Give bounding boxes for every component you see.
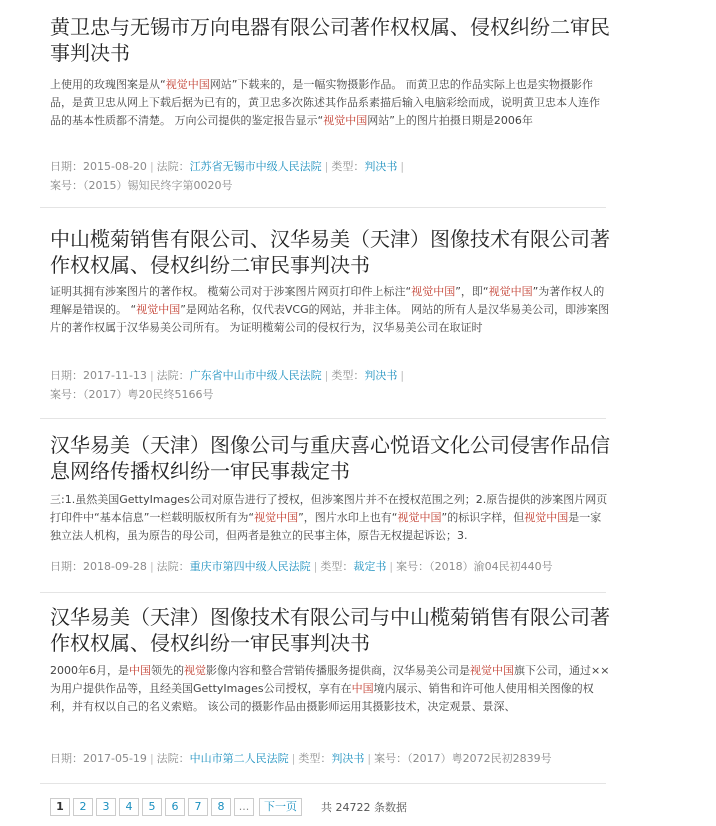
court-link[interactable]: 广东省中山市中级人民法院 — [189, 369, 322, 382]
page-link-2[interactable]: 2 — [73, 798, 93, 816]
keyword-highlight: 视觉中国 — [323, 114, 368, 127]
meta-separator: | — [367, 752, 372, 765]
meta-separator: | — [324, 160, 329, 173]
case-title-link[interactable] — [50, 432, 610, 484]
summary-text: 境内展示、销售和许可他人使用相关图像的权利，并有权以自己的名义索赔。 该公司的摄影作品由摄影师运用其摄影技术，决定观景、景深、 — [50, 682, 594, 713]
case-summary — [50, 283, 610, 337]
court-label: 法院： — [156, 160, 190, 173]
summary-text: 是一家独立法人机构，虽为原告的母公司，但两者是独立的民事主体，原告无权提起诉讼；3. — [50, 511, 602, 542]
case-title-line: 黄卫忠与无锡市万向电器有限公司著作权权属、侵权纠纷二审民 — [50, 15, 610, 39]
case-no-label: 案号： — [50, 388, 83, 401]
page-link-3[interactable]: 3 — [96, 798, 116, 816]
type-label: 类型： — [320, 560, 354, 573]
case-number: （2017）粤2072民初2839号 — [407, 752, 552, 765]
case-no-label: 案号： — [396, 560, 430, 573]
case-meta — [50, 749, 650, 768]
summary-text: 影像内容和整合营销传播服务提供商，汉华易美公司是 — [206, 664, 470, 677]
case-title-line: 中山榄菊销售有限公司、汉华易美（天津）图像技术有限公司著 — [50, 227, 610, 251]
case-title-line: 作权权属、侵权纠纷二审民事判决书 — [50, 253, 370, 277]
page-link-6[interactable]: 6 — [165, 798, 185, 816]
case-number: （2018）渝04民初440号 — [429, 560, 553, 573]
result-divider — [40, 418, 606, 419]
summary-text: ”为著作权人的理解是错误的。 “ — [50, 285, 605, 316]
page-link-4[interactable]: 4 — [119, 798, 139, 816]
type-label: 类型： — [331, 160, 365, 173]
page-link-1[interactable]: 1 — [50, 798, 70, 816]
case-meta — [50, 157, 650, 195]
meta-separator: | — [400, 369, 405, 382]
page-ellipsis: ... — [234, 798, 254, 816]
meta-separator: | — [400, 160, 405, 173]
case-summary — [50, 76, 610, 130]
summary-text: 上使用的玫瑰图案是从“ — [50, 78, 166, 91]
case-date: 2017-05-19 — [83, 752, 147, 765]
summary-text: 旗下公司，通过××为用户提供作品等，且经美国GettyImages公司授权，享有在 — [50, 664, 610, 695]
keyword-highlight: 视觉中国 — [470, 664, 514, 677]
summary-text: 网站”上的图片拍摄日期是2006年 — [367, 114, 533, 127]
court-label: 法院： — [156, 369, 190, 382]
case-date: 2015-08-20 — [83, 160, 147, 173]
case-meta — [50, 557, 650, 576]
type-label: 类型： — [331, 369, 365, 382]
case-number: （2017）粤20民终5166号 — [83, 388, 214, 401]
type-link[interactable]: 裁定书 — [353, 560, 387, 573]
case-number: （2015）锡知民终字第0020号 — [83, 179, 233, 192]
meta-separator: | — [324, 369, 329, 382]
summary-text: 领先的 — [151, 664, 184, 677]
keyword-highlight: 视觉 — [184, 664, 206, 677]
date-label: 日期： — [50, 160, 83, 173]
summary-text: ”，图片水印上也有“ — [298, 511, 398, 524]
case-title-link[interactable] — [50, 14, 610, 66]
case-title-link[interactable] — [50, 226, 610, 278]
type-link[interactable]: 判决书 — [364, 369, 398, 382]
summary-text: ”是网站名称，仅代表VCG的网站，并非主体。 网站的所有人是汉华易美公司，即涉案图片的著作权属于汉华易美公司所有。 为证明榄菊公司的侵权行为，汉华易美公司在取证时 — [50, 303, 610, 334]
case-title-line: 作权权属、侵权纠纷一审民事判决书 — [50, 631, 370, 655]
case-title-line: 息网络传播权纠纷一审民事裁定书 — [50, 459, 350, 483]
page-link-5[interactable]: 5 — [142, 798, 162, 816]
case-summary — [50, 662, 610, 716]
summary-text: ”的标识字样，但 — [441, 511, 525, 524]
case-title-line: 事判决书 — [50, 41, 130, 65]
date-label: 日期： — [50, 560, 83, 573]
pagination — [50, 797, 407, 817]
case-no-label: 案号： — [374, 752, 408, 765]
keyword-highlight: 视觉中国 — [488, 285, 533, 298]
meta-separator: | — [149, 560, 154, 573]
meta-separator: | — [149, 160, 154, 173]
case-title-line: 汉华易美（天津）图像公司与重庆喜心悦语文化公司侵害作品信 — [50, 433, 610, 457]
result-divider — [40, 592, 606, 593]
summary-text: ”，即“ — [455, 285, 489, 298]
total-count: 共 24722 条数据 — [321, 801, 407, 814]
keyword-highlight: 视觉中国 — [254, 511, 299, 524]
type-link[interactable]: 判决书 — [364, 160, 398, 173]
case-date: 2018-09-28 — [83, 560, 147, 573]
meta-separator: | — [313, 560, 318, 573]
result-divider — [40, 783, 606, 784]
court-label: 法院： — [156, 560, 190, 573]
summary-text: 三:1.虽然美国GettyImages公司对原告进行了授权，但涉案图片并不在授权范围之列；2.原告提供的涉案图片网页打印件中“基本信息”一栏载明版权所有为“ — [50, 493, 608, 524]
keyword-highlight: 视觉中国 — [165, 78, 210, 91]
summary-text: 2000年6月，是 — [50, 664, 129, 677]
meta-separator: | — [149, 369, 154, 382]
meta-separator: | — [291, 752, 296, 765]
case-no-label: 案号： — [50, 179, 83, 192]
date-label: 日期： — [50, 369, 83, 382]
result-divider — [40, 207, 606, 208]
summary-text: 证明其拥有涉案图片的著作权。 榄菊公司对于涉案图片网页打印件上标注“ — [50, 285, 412, 298]
case-title-link[interactable] — [50, 604, 610, 656]
page-link-7[interactable]: 7 — [188, 798, 208, 816]
case-date: 2017-11-13 — [83, 369, 147, 382]
case-title-line: 汉华易美（天津）图像技术有限公司与中山榄菊销售有限公司著 — [50, 605, 610, 629]
court-link[interactable]: 江苏省无锡市中级人民法院 — [189, 160, 322, 173]
date-label: 日期： — [50, 752, 83, 765]
keyword-highlight: 中国 — [129, 664, 151, 677]
page-link-8[interactable]: 8 — [211, 798, 231, 816]
case-summary — [50, 491, 610, 545]
type-link[interactable]: 判决书 — [331, 752, 365, 765]
meta-separator: | — [149, 752, 154, 765]
court-link[interactable]: 中山市第二人民法院 — [189, 752, 289, 765]
meta-separator: | — [389, 560, 394, 573]
keyword-highlight: 视觉中国 — [136, 303, 181, 316]
court-label: 法院： — [156, 752, 190, 765]
court-link[interactable]: 重庆市第四中级人民法院 — [189, 560, 311, 573]
keyword-highlight: 视觉中国 — [411, 285, 456, 298]
summary-text: 网站”下载来的，是一幅实物摄影作品。 而黄卫忠的作品实际上也是实物摄影作品，是黄卫忠从网上下载后据为已有的，黄卫忠多次陈述其作品系素描后输入电脑彩绘而成，说明黄卫忠本人连作品的基本性质都不清楚。 万向公司提供的鉴定报告显示“ — [50, 78, 600, 127]
keyword-highlight: 视觉中国 — [524, 511, 569, 524]
type-label: 类型： — [298, 752, 332, 765]
case-meta — [50, 366, 650, 404]
keyword-highlight: 视觉中国 — [397, 511, 442, 524]
next-page-button[interactable]: 下一页 — [259, 798, 302, 816]
keyword-highlight: 中国 — [351, 682, 374, 695]
